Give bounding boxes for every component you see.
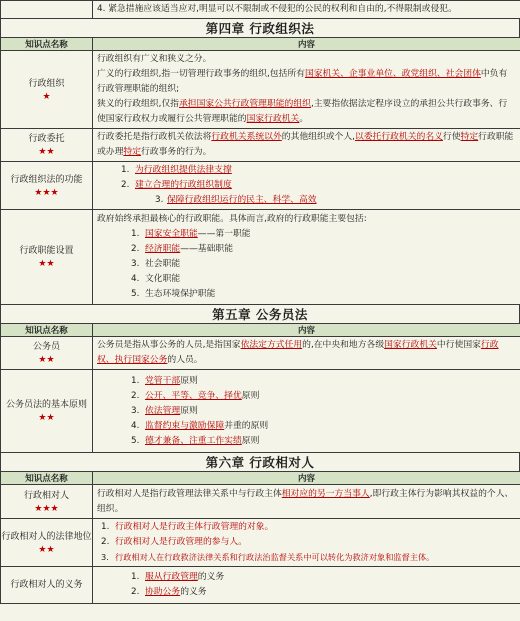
topic-label: 行政组织法的功能 <box>10 174 83 185</box>
star-rating: ★★ <box>38 544 55 555</box>
top-row-text: 4. 紧急措施应该适当应对,明显可以不限制或不侵犯的公民的权利和自由的,不得限制或侵犯。 <box>93 1 520 19</box>
col-header-content: 内容 <box>93 472 520 485</box>
star-rating: ★★ <box>38 413 55 423</box>
topic-label: 行政委托 <box>28 134 65 144</box>
label-cell <box>1 370 93 453</box>
label-cell <box>1 210 93 305</box>
star-rating: ★★★ <box>34 503 59 514</box>
row-organization-law-functions <box>1 162 520 210</box>
highlight-text: 行政权、执行国家公务 <box>97 340 499 365</box>
highlight-text: 承担国家公共行政管理职能的组织 <box>178 99 311 109</box>
row-civil-servant <box>1 337 520 370</box>
topic-label: 行政相对人的法律地位 <box>1 531 92 542</box>
row-administrative-counterpart <box>1 485 520 519</box>
topic-label: 行政组织 <box>28 78 65 89</box>
highlight-text: 依法定方式任用 <box>240 340 303 350</box>
row-legal-status <box>1 519 520 567</box>
list-item: 2. 公开、平等、竞争、择优原则 <box>131 390 260 401</box>
list-item: 1. 为行政组织提供法律支撑 <box>121 165 232 175</box>
row-function-setup <box>1 210 520 305</box>
top-row-empty-cell <box>1 1 93 19</box>
col-header-topic: 知识点名称 <box>1 324 93 337</box>
row-administrative-entrustment <box>1 129 520 162</box>
content-cell: 公务员是指从事公务的人员,是指国家依法定方式任用的,在中央和地方各级国家行政机关中行使国家行政权、执行国家公务的人员。 <box>93 337 520 370</box>
list-item: 1. 行政相对人是行政主体行政管理的对象。 <box>101 522 274 532</box>
content-cell: 行政组织有广义和狭义之分。 广义的行政组织,指一切管理行政事务的组织,包括所有国家机关、企事业单位、政党组织、社会团体中负有行政管理职能的组织; 狭义的行政组织,仅指承担国家公共行政管理职能的组织,主要指依据法定程序设立的承担公共行政事务、行使国家行政权力或履行公共管理职能的国家行政机关。 <box>93 51 520 129</box>
chapter4-table <box>0 37 520 305</box>
list-item: 5. 生态环境保护职能 <box>131 289 216 299</box>
col-header-topic: 知识点名称 <box>1 472 93 485</box>
col-header-content: 内容 <box>93 324 520 337</box>
list-item: 1. 服从行政管理的义务 <box>131 572 225 582</box>
content-cell: 行政相对人是指行政管理法律关系中与行政主体相对应的另一方当事人,即行政主体行为影响其权益的个人、组织。 <box>93 485 520 519</box>
content-cell <box>93 162 520 210</box>
highlight-text: 相对应的另一方当事人 <box>281 488 370 499</box>
star-rating: ★★★ <box>34 187 59 198</box>
topic-label: 行政相对人 <box>23 490 69 501</box>
topic-label: 行政相对人的义务 <box>10 580 83 590</box>
chapter6-header-row <box>1 472 520 485</box>
highlight-text: 特定 <box>460 132 479 142</box>
highlight-text: 国家行政机关 <box>384 340 437 350</box>
list-item: 2. 经济职能——基础职能 <box>131 244 233 254</box>
highlight-text: 国家行政机关 <box>246 114 300 124</box>
col-header-content: 内容 <box>93 38 520 51</box>
highlight-text: 国家机关、企事业单位、政党组织、社会团体 <box>304 69 481 79</box>
label-cell <box>1 337 93 370</box>
star-rating: ★★ <box>38 355 55 365</box>
topic-label: 公务员法的基本原则 <box>5 400 87 410</box>
label-cell <box>1 129 93 162</box>
label-cell <box>1 485 93 519</box>
content-cell <box>93 519 520 567</box>
row-administrative-organization <box>1 51 520 129</box>
list-item: 1. 党管干部原则 <box>131 375 198 386</box>
label-cell <box>1 567 93 604</box>
star-rating: ★★ <box>38 259 55 269</box>
top-row-table <box>0 0 520 19</box>
highlight-text: 特定 <box>123 147 142 157</box>
star-rating: ★★ <box>38 147 55 157</box>
chapter5-title: 第五章 公务员法 <box>0 305 520 323</box>
chapter5-table <box>0 323 520 453</box>
chapter4-title: 第四章 行政组织法 <box>0 19 520 37</box>
label-cell <box>1 51 93 129</box>
topic-label: 公务员 <box>32 342 60 352</box>
content-cell <box>93 567 520 604</box>
list-item: 3. 社会职能 <box>131 259 181 269</box>
highlight-text: 行政机关系统以外 <box>211 132 282 142</box>
list-item: 3. 行政相对人在行政救济法律关系和行政法治监督关系中可以转化为救济对象和监督主体。 <box>101 552 435 562</box>
chapter6-table <box>0 471 520 604</box>
chapter4-header-row <box>1 38 520 51</box>
content-cell: 行政委托是指行政机关依法将行政机关系统以外的其他组织或个人,以委托行政机关的名义行使特定行政职能或办理特定行政事务的行为。 <box>93 129 520 162</box>
label-cell <box>1 519 93 567</box>
col-header-topic: 知识点名称 <box>1 38 93 51</box>
list-item: 5. 德才兼备、注重工作实绩原则 <box>131 435 260 446</box>
list-item: 2. 协助公务的义务 <box>131 587 207 597</box>
star-rating: ★ <box>42 91 51 102</box>
content-cell <box>93 370 520 453</box>
topic-label: 行政职能设置 <box>19 246 74 256</box>
chapter5-header-row <box>1 324 520 337</box>
label-cell <box>1 162 93 210</box>
list-item: 2. 建立合理的行政组织制度 <box>121 180 232 190</box>
content-cell: 政府始终承担最核心的行政职能。具体而言,政府的行政职能主要包括: 1. 国家安全职能——第一职能 2. 经济职能——基础职能 3. 社会职能 4. 文化职能 5. 生态环境保护职能 <box>93 210 520 305</box>
highlight-text: 以委托行政机关的名义 <box>354 132 443 142</box>
row-duties <box>1 567 520 604</box>
list-item: 4. 文化职能 <box>131 274 181 284</box>
list-item: 1. 国家安全职能——第一职能 <box>131 229 251 239</box>
chapter6-title: 第六章 行政相对人 <box>0 453 520 471</box>
list-item: 2. 行政相对人是行政管理的参与人。 <box>101 537 247 547</box>
list-item: 3. 依法管理原则 <box>131 405 198 416</box>
row-basic-principles <box>1 370 520 453</box>
list-item: 3. 保障行政组织运行的民主、科学、高效 <box>155 195 317 205</box>
list-item: 4. 监督约束与激励保障并重的原则 <box>131 420 269 431</box>
